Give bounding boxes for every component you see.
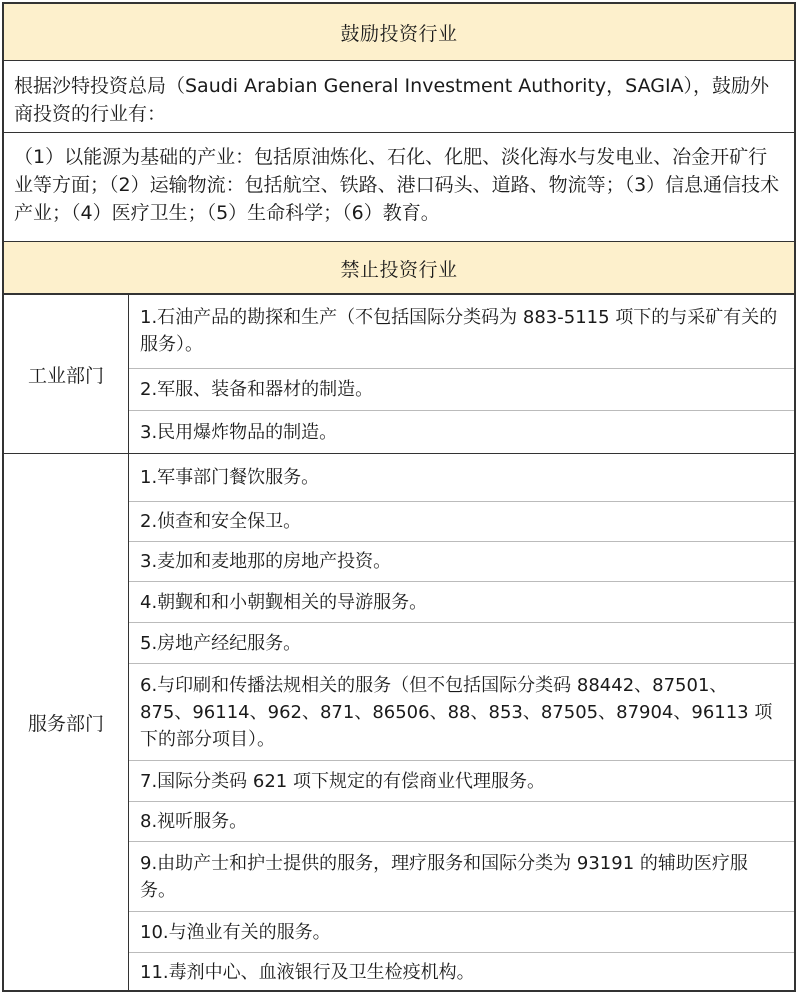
investment-table	[2, 2, 796, 992]
services-item: 7.国际分类码 621 项下规定的有偿商业代理服务。	[129, 760, 794, 801]
services-item: 6.与印刷和传播法规相关的服务（但不包括国际分类码 88442、87501、 875、96114、962、871、86506、88、853、87505、87904、96113 项下的部分项目）。	[129, 663, 794, 760]
services-item: 2.侦查和安全保卫。	[129, 501, 794, 541]
services-item: 1.军事部门餐饮服务。	[140, 467, 320, 488]
services-section	[4, 453, 794, 991]
services-item: 3.麦加和麦地那的房地产投资。	[129, 541, 794, 581]
services-item: 8.视听服务。	[129, 801, 794, 841]
services-item: 4.朝觐和和小朝觐相关的导游服务。	[129, 581, 794, 622]
prohibited-header: 禁止投资行业	[4, 241, 794, 295]
industry-items	[129, 294, 794, 454]
industry-item: 3.民用爆炸物品的制造。	[129, 410, 794, 454]
encouraged-header: 鼓励投资行业	[4, 4, 794, 61]
industry-item: 1.石油产品的勘探和生产（不包括国际分类码为 883-5115 项下的与采矿有关的服务）。	[140, 307, 778, 355]
services-item: 11.毒剂中心、血液银行及卫生检疫机构。	[129, 952, 794, 991]
encouraged-intro: 根据沙特投资总局（Saudi Arabian General Investment Authority，SAGIA），鼓励外商投资的行业有：	[4, 60, 794, 133]
encouraged-list: （1）以能源为基础的产业：包括原油炼化、石化、化肥、淡化海水与发电业、冶金开矿行业等方面；（2）运输物流：包括航空、铁路、港口码头、道路、物流等；（3）信息通信技术产业；（4）医疗卫生；（5）生命科学；（6）教育。	[14, 146, 780, 224]
industry-section	[4, 293, 794, 454]
services-item: 10.与渔业有关的服务。	[129, 911, 794, 952]
industry-label: 工业部门	[4, 294, 129, 454]
services-label: 服务部门	[4, 454, 129, 991]
services-items	[129, 454, 794, 991]
services-item: 9.由助产士和护士提供的服务，理疗服务和国际分类为 93191 的辅助医疗服务。	[129, 841, 794, 911]
industry-item: 2.军服、装备和器材的制造。	[129, 368, 794, 410]
services-item: 5.房地产经纪服务。	[129, 622, 794, 663]
